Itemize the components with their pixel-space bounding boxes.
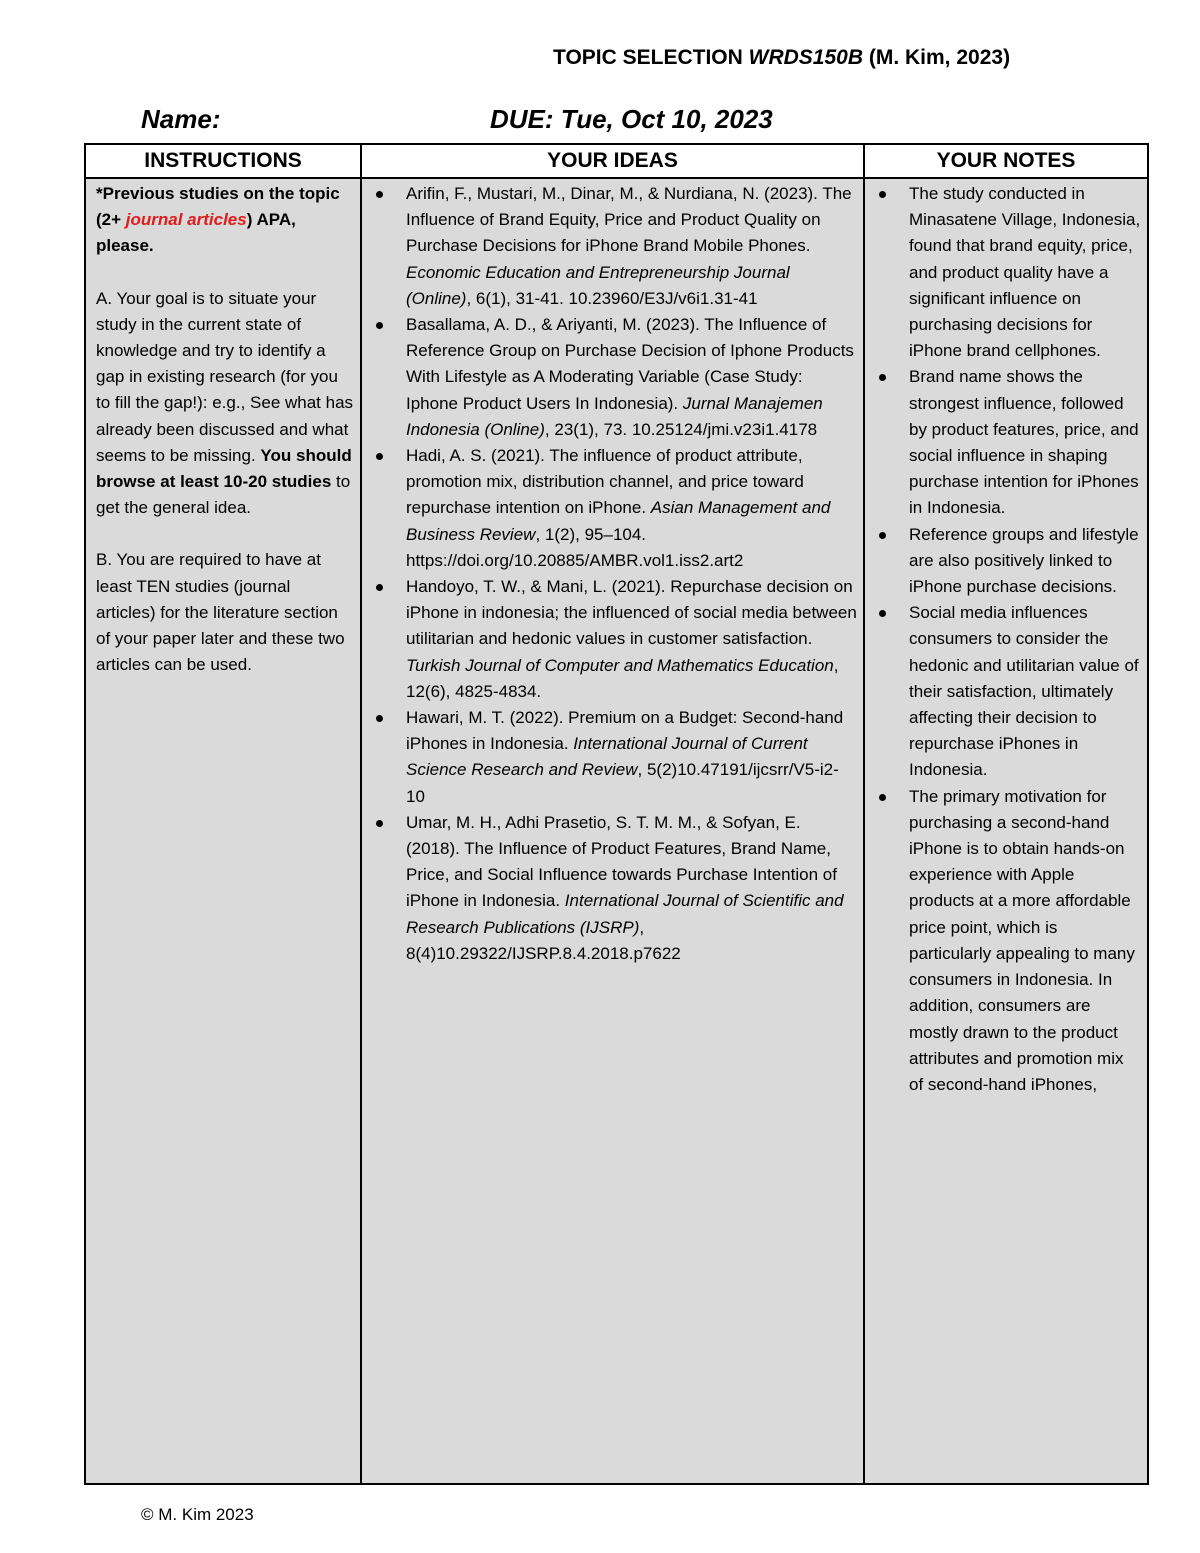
your-notes-header: YOUR NOTES <box>864 144 1148 178</box>
journal-articles-highlight: journal articles <box>125 210 247 230</box>
reference-item: Umar, M. H., Adhi Prasetio, S. T. M. M., & Sofyan, E. (2018). The Influence of Product Features, Brand Name, Price, and Social Influence towards Purchase Intention of iPhone in Indonesia. International Journal of Scientific and Research Publications (IJSRP), 8(4)10.29322/IJSRP.8.4.2018.p7622 <box>372 810 857 967</box>
copyright-footer: © M. Kim 2023 <box>141 1505 254 1524</box>
your-notes-cell[interactable] <box>864 178 1148 1484</box>
instructions-cell <box>85 178 361 1484</box>
note-item: Brand name shows the strongest influence, followed by product features, price, and social influence in shaping purchase intention for iPhones in Indonesia. <box>875 364 1141 521</box>
instruction-paragraph-a: A. Your goal is to situate your study in the current state of knowledge and try to identify a gap in existing research (for you to fill the gap!): e.g., See what has already been discussed and what seems to be missing. You should browse at least 10-20 studies to get the general idea. <box>96 288 354 518</box>
instructions-header: INSTRUCTIONS <box>85 144 361 178</box>
name-label: Name: <box>141 104 221 134</box>
reference-item: Hadi, A. S. (2021). The influence of product attribute, promotion mix, distribution channel, and price toward repurchase intention on iPhone. Asian Management and Business Review, 1(2), 95–104. https://doi.org/10.20885/AMBR.vol1.iss2.art2 <box>372 443 857 574</box>
reference-item: Basallama, A. D., & Ariyanti, M. (2023). The Influence of Reference Group on Purchase Decision of Iphone Products With Lifestyle as A Moderating Variable (Case Study: Iphone Product Users In Indonesia). Jurnal Manajemen Indonesia (Online), 23(1), 73. 10.25124/jmi.v23i1.4178 <box>372 312 857 443</box>
note-item: The study conducted in Minasatene Village, Indonesia, found that brand equity, price, and product quality have a significant influence on purchasing decisions for iPhone brand cellphones. <box>875 181 1141 364</box>
your-ideas-cell[interactable] <box>361 178 864 1484</box>
due-date-label: DUE: Tue, Oct 10, 2023 <box>490 104 773 134</box>
note-item: The primary motivation for purchasing a second-hand iPhone is to obtain hands-on experience with Apple products at a more affordable price point, which is particularly appealing to many consumers in Indonesia. In addition, consumers are mostly drawn to the product attributes and promotion mix of second-hand iPhones, <box>875 784 1141 1098</box>
note-item: Reference groups and lifestyle are also positively linked to iPhone purchase decisions. <box>875 522 1141 601</box>
reference-item: Handoyo, T. W., & Mani, L. (2021). Repurchase decision on iPhone in indonesia; the influenced of social media between utilitarian and hedonic values in customer satisfaction. Turkish Journal of Computer and Mathematics Education, 12(6), 4825-4834. <box>372 574 857 705</box>
note-item: Social media influences consumers to consider the hedonic and utilitarian value of their satisfaction, ultimately affecting their decision to repurchase iPhones in Indonesia. <box>875 600 1141 783</box>
document-title: TOPIC SELECTION WRDS150B (M. Kim, 2023) <box>553 46 1011 69</box>
your-ideas-header: YOUR IDEAS <box>361 144 864 178</box>
reference-list <box>372 181 857 967</box>
notes-list <box>875 181 1141 1098</box>
topic-selection-table <box>84 143 1149 1485</box>
instructions-heading: *Previous studies on the topic (2+ journal articles) APA, please. <box>96 184 340 256</box>
reference-item: Hawari, M. T. (2022). Premium on a Budget: Second-hand iPhones in Indonesia. International Journal of Current Science Research and Review, 5(2)10.47191/ijcsrr/V5-i2-10 <box>372 705 857 810</box>
instruction-paragraph-b: B. You are required to have at least TEN studies (journal articles) for the literature section of your paper later and these two articles can be used. <box>96 550 345 675</box>
course-code: WRDS150B <box>748 46 864 69</box>
reference-item: Arifin, F., Mustari, M., Dinar, M., & Nurdiana, N. (2023). The Influence of Brand Equity, Price and Product Quality on Purchase Decisions for iPhone Brand Mobile Phones. Economic Education and Entrepreneurship Journal (Online), 6(1), 31-41. 10.23960/E3J/v6i1.31-41 <box>372 181 857 312</box>
